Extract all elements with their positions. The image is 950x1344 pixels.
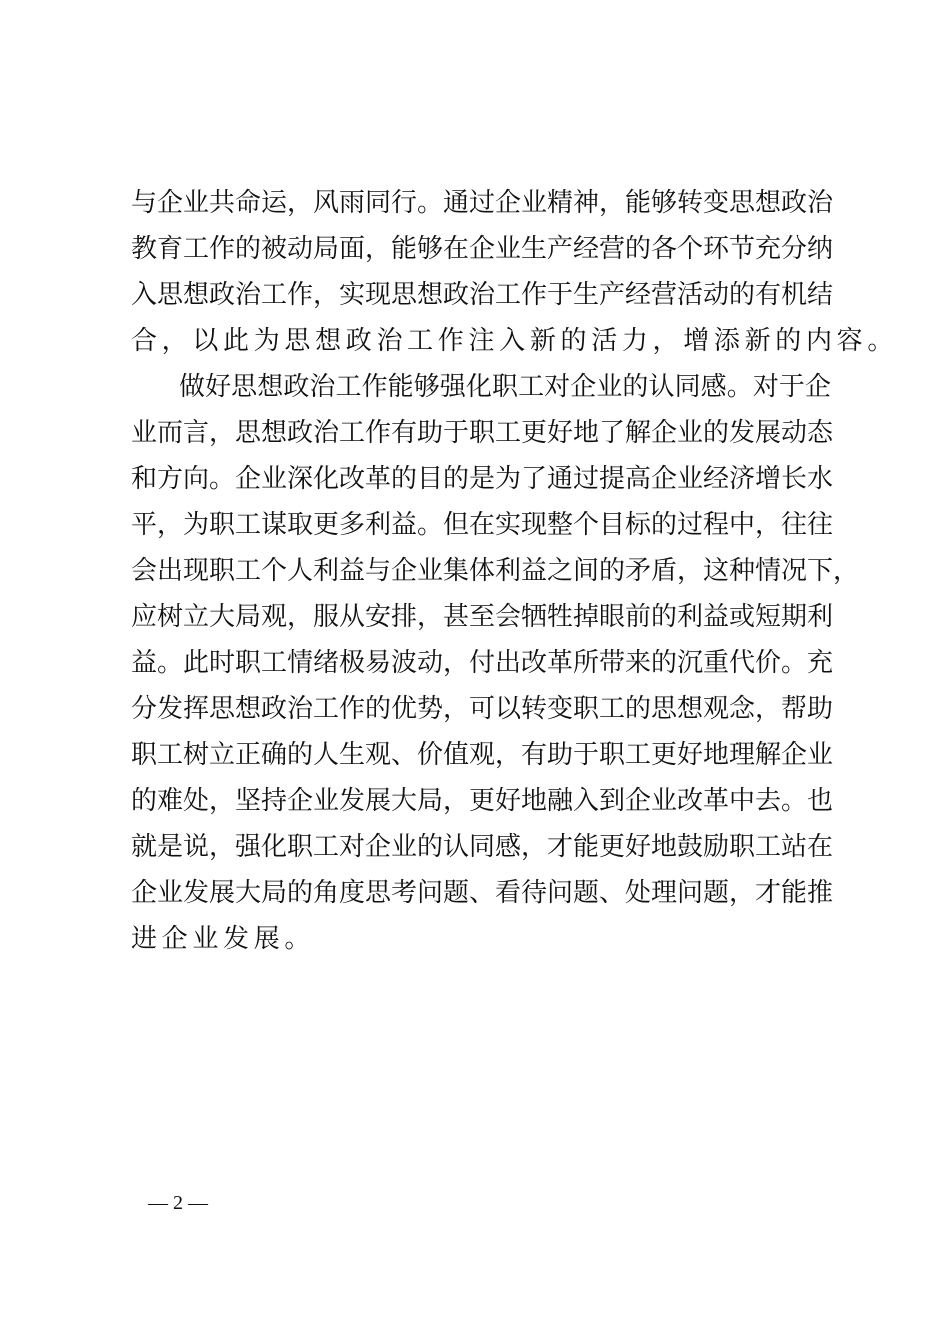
paragraph-line: 平，为职工谋取更多利益。但在实现整个目标的过程中，往往 — [131, 510, 834, 540]
paragraph-1 — [131, 180, 899, 364]
body-text — [131, 180, 899, 962]
paragraph-line: 做好思想政治工作能够强化职工对企业的认同感。对于企 — [179, 372, 831, 402]
paragraph-line: 会出现职工个人利益与企业集体利益之间的矛盾，这种情况下， — [131, 556, 860, 586]
paragraph-line: 进企业发展。 — [131, 924, 316, 954]
paragraph-line: 职工树立正确的人生观、价值观，有助于职工更好地理解企业 — [131, 740, 834, 770]
page-number: — 2 — — [148, 1192, 208, 1214]
paragraph-2 — [131, 364, 860, 962]
paragraph-line: 入思想政治工作，实现思想政治工作于生产经营活动的有机结 — [131, 280, 834, 310]
paragraph-line: 和方向。企业深化改革的目的是为了通过提高企业经济增长水 — [131, 464, 834, 494]
paragraph-line: 教育工作的被动局面，能够在企业生产经营的各个环节充分纳 — [131, 234, 834, 264]
paragraph-line: 合，以此为思想政治工作注入新的活力，增添新的内容。 — [131, 326, 899, 356]
paragraph-line: 应树立大局观，服从安排，甚至会牺牲掉眼前的利益或短期利 — [131, 602, 834, 632]
paragraph-line: 就是说，强化职工对企业的认同感，才能更好地鼓励职工站在 — [131, 832, 834, 862]
paragraph-line: 业而言，思想政治工作有助于职工更好地了解企业的发展动态 — [131, 418, 834, 448]
paragraph-line: 益。此时职工情绪极易波动，付出改革所带来的沉重代价。充 — [131, 648, 834, 678]
paragraph-line: 分发挥思想政治工作的优势，可以转变职工的思想观念，帮助 — [131, 694, 834, 724]
paragraph-line: 的难处，坚持企业发展大局，更好地融入到企业改革中去。也 — [131, 786, 834, 816]
paragraph-line: 企业发展大局的角度思考问题、看待问题、处理问题，才能推 — [131, 878, 834, 908]
paragraph-line: 与企业共命运，风雨同行。通过企业精神，能够转变思想政治 — [131, 188, 834, 218]
